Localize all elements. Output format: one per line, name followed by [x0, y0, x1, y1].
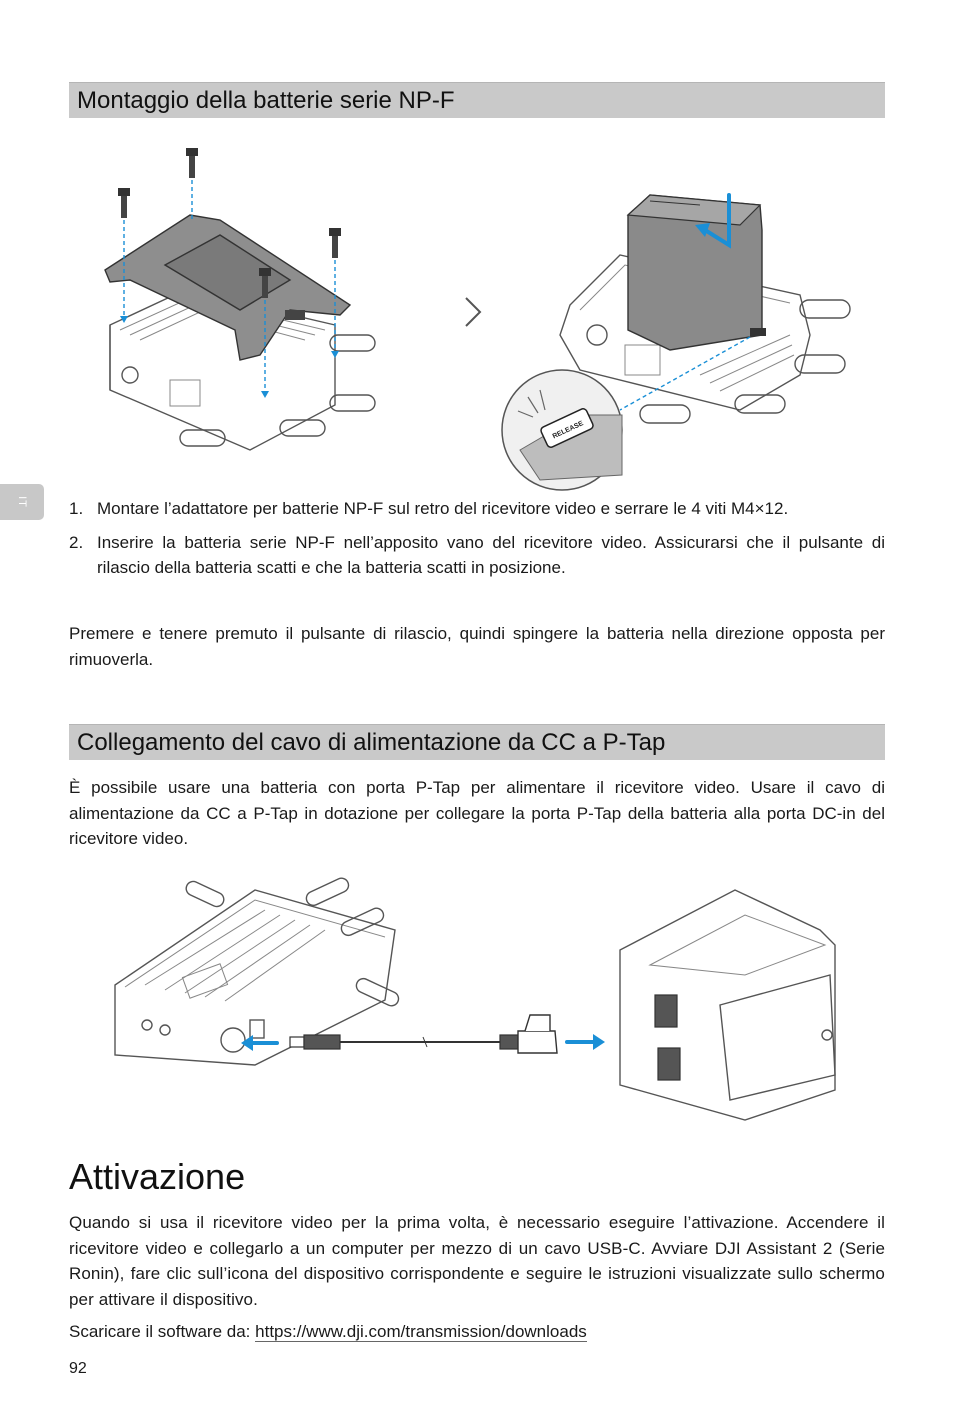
p-tap-description: È possibile usare una batteria con porta P-Tap per alimentare il ricevitore video. Usare il cavo di alimentazione da CC a P-Tap in dotazione per collegare la porta P-Tap della batteria alla porta DC-in del ricevitore video. — [69, 778, 885, 848]
download-link[interactable]: https://www.dji.com/transmission/downloads — [255, 1322, 587, 1341]
activation-title: Attivazione — [69, 1156, 246, 1197]
section-title: Collegamento del cavo di alimentazione da CC a P-Tap — [77, 729, 666, 756]
activation-text: Quando si usa il ricevitore video per la prima volta, è necessario eseguire l’attivazione. Accendere il ricevitore video e collegarlo a un computer per mezzo di un cavo USB-C. Avviare DJI Assistant 2 (Serie Ronin), fare clic sull’icona del dispositivo corrispondente e seguire le istruzioni visualizzate sullo schermo per attivare il dispositivo. — [69, 1213, 885, 1309]
section-header-p-tap — [69, 724, 885, 760]
language-tab: IT — [0, 484, 44, 520]
download-prefix: Scaricare il software da: — [69, 1322, 256, 1341]
list-item: 1. Montare l’adattatore per batterie NP-F sul retro del ricevitore video e serrare le 4 viti M4×12. — [69, 499, 789, 518]
section-title: Montaggio della batterie serie NP-F — [77, 87, 455, 114]
np-f-battery-illustration — [500, 185, 860, 495]
list-item: 2. Inserire la batteria serie NP-F nell’apposito vano del ricevitore video. Assicurarsi che il pulsante di rilascio della batteria scatti e che la batteria scatti in posizione. — [69, 532, 885, 577]
removal-instructions: Premere e tenere premuto il pulsante di rilascio, quindi spingere la batteria nella direzione opposta per rimuoverla. — [69, 624, 885, 669]
download-line — [69, 1319, 885, 1345]
p-tap-connection-illustration — [105, 875, 855, 1125]
next-step-chevron-icon — [462, 296, 486, 328]
np-f-adapter-illustration — [90, 140, 390, 470]
section-header-np-f — [69, 82, 885, 118]
video-receiver-shape — [115, 876, 401, 1065]
antenna-group — [180, 335, 375, 446]
p-tap-battery-shape — [620, 890, 835, 1120]
dc-to-p-tap-cable — [290, 1015, 557, 1053]
release-button-callout — [502, 370, 622, 490]
page-number: 92 — [69, 1360, 87, 1377]
mounting-steps — [69, 496, 885, 589]
release-label: RELEASE — [551, 420, 585, 441]
battery-shape — [628, 195, 762, 350]
